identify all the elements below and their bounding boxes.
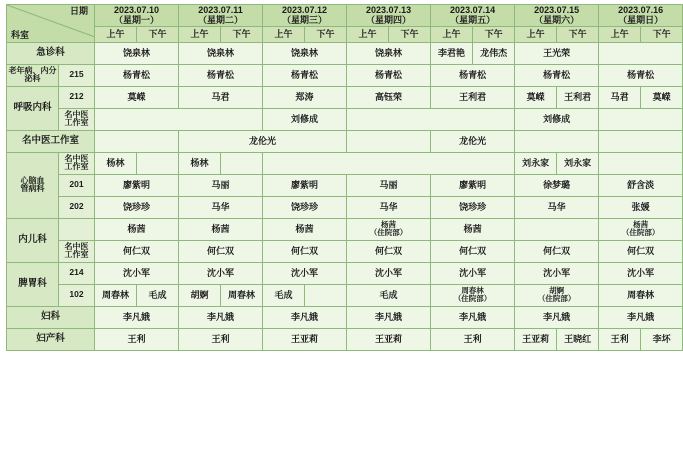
shift-cell [599,42,683,64]
table-row [7,196,683,218]
shift-cell: 舒含淡 [599,174,683,196]
shift-cell [599,218,683,240]
shift-cell: 马华 [179,196,263,218]
room-label: 212 [59,86,95,108]
shift-cell: 李凡娥 [515,306,599,328]
shift-cell: 杨茜 [179,218,263,240]
shift-cell: 杨茜 [95,218,179,240]
ampm-pm-1: 下午 [137,26,179,42]
shift-cell: 李君艳 [431,42,473,64]
room-label-line1: 名中医 [64,241,89,251]
table-row [7,306,683,328]
shift-cell: 莫嵘 [95,86,179,108]
room-label-line1: 名中医 [64,109,89,119]
shift-cell: 李凡娥 [599,306,683,328]
shift-cell: 徐梦璐 [515,174,599,196]
dept-label-line1: 心脑血 [20,175,45,185]
date-line2-2: （星期二） [198,15,244,26]
shift-cell: 郑涛 [263,86,347,108]
ampm-am-2: 上午 [179,26,221,42]
date-line2-4: （星期四） [366,15,412,26]
shift-cell: 龙伟杰 [473,42,515,64]
dept-label: 妇产科 [7,328,95,350]
date-header-7 [599,5,683,27]
shift-note: （住院部） [621,228,660,238]
ampm-pm-5: 下午 [473,26,515,42]
shift-cell [599,130,683,152]
shift-cell [347,130,431,152]
date-header-1 [95,5,179,27]
shift-cell: 杨青松 [179,64,263,86]
shift-cell: 沈小军 [179,262,263,284]
shift-cell: 饶珍珍 [431,196,515,218]
shift-cell: 马君 [599,86,641,108]
room-label [59,218,95,240]
dept-label-line2: 管病科 [20,184,45,194]
ampm-am-4: 上午 [347,26,389,42]
dept-label [7,152,59,218]
shift-cell: 何仁双 [599,240,683,262]
shift-cell: 饶珍珍 [95,196,179,218]
dept-label: 急诊科 [7,42,95,64]
shift-cell: 龙伦光 [179,130,347,152]
ampm-am-3: 上午 [263,26,305,42]
shift-cell [515,130,599,152]
shift-cell: 饶泉林 [179,42,263,64]
shift-cell [305,284,347,306]
shift-cell: 沈小军 [431,262,515,284]
date-header-4 [347,5,431,27]
shift-cell [515,284,599,306]
shift-cell [95,108,263,130]
room-label-line2: 工作室 [64,162,89,172]
shift-note: （住院部） [369,228,408,238]
shift-cell: 杨茜 [431,218,515,240]
shift-cell: 李凡娥 [263,306,347,328]
shift-cell: 沈小军 [515,262,599,284]
shift-cell: 李凡娥 [347,306,431,328]
shift-cell: 王亚莉 [347,328,431,350]
shift-cell: 王光荣 [515,42,599,64]
shift-cell: 莫嵘 [641,86,683,108]
shift-cell [221,152,263,174]
shift-cell: 王利 [179,328,263,350]
shift-name: 杨茜 [381,219,397,229]
table-row [7,108,683,130]
shift-cell: 马君 [179,86,263,108]
shift-cell: 刘永家 [557,152,599,174]
shift-note: （住院部） [537,294,576,304]
room-label: 214 [59,262,95,284]
shift-cell: 杨茜 [263,218,347,240]
date-line2-7: （星期日） [618,15,664,26]
dept-label: 内儿科 [7,218,59,262]
date-header-6 [515,5,599,27]
room-label [59,240,95,262]
shift-cell: 马华 [515,196,599,218]
shift-cell [137,152,179,174]
schedule-table [6,4,683,351]
date-header-3 [263,5,347,27]
shift-cell [347,108,515,130]
shift-cell: 龙伦光 [431,130,515,152]
date-line1-1: 2023.07.10 [113,5,160,15]
table-row [7,240,683,262]
shift-cell: 何仁双 [515,240,599,262]
shift-cell: 杨青松 [347,64,431,86]
table-row [7,262,683,284]
shift-cell: 马华 [347,196,431,218]
dept-label: 脾胃科 [7,262,59,306]
shift-cell: 杨林 [95,152,137,174]
room-label-line2: 工作室 [64,250,89,260]
room-label: 102 [59,284,95,306]
ampm-pm-3: 下午 [305,26,347,42]
shift-cell: 周春林 [599,284,683,306]
corner-header [7,5,95,43]
dept-label: 老年病、内分泌科 [7,64,59,86]
dept-label: 妇科 [7,306,95,328]
shift-cell [599,152,683,174]
shift-cell [431,284,515,306]
date-line1-2: 2023.07.11 [198,5,243,15]
shift-cell: 毛成 [347,284,431,306]
table-row [7,64,683,86]
shift-cell [263,152,515,174]
shift-note: （住院部） [453,294,492,304]
ampm-am-7: 上午 [599,26,641,42]
corner-label-dept: 科室 [11,30,30,41]
shift-cell: 饶珍珍 [263,196,347,218]
ampm-pm-4: 下午 [389,26,431,42]
shift-cell: 王利君 [431,86,515,108]
date-line1-3: 2023.07.12 [282,5,328,15]
shift-cell: 胡婀 [179,284,221,306]
shift-cell: 廖紫明 [95,174,179,196]
shift-cell: 何仁双 [431,240,515,262]
date-line1-7: 2023.07.16 [618,5,664,15]
shift-cell [347,218,431,240]
shift-cell: 廖紫明 [263,174,347,196]
shift-cell: 刘修成 [515,108,599,130]
table-row [7,152,683,174]
ampm-pm-2: 下午 [221,26,263,42]
shift-cell: 饶泉林 [263,42,347,64]
shift-cell: 马丽 [347,174,431,196]
shift-cell: 杨青松 [599,64,683,86]
shift-cell: 沈小军 [263,262,347,284]
table-row [7,328,683,350]
shift-cell: 周春林 [221,284,263,306]
shift-cell: 王利 [95,328,179,350]
shift-cell: 饶泉林 [347,42,431,64]
table-row [7,130,683,152]
shift-cell [515,218,599,240]
date-line1-6: 2023.07.15 [534,5,580,15]
shift-cell: 沈小军 [95,262,179,284]
shift-cell: 何仁双 [263,240,347,262]
corner-label-date: 日期 [69,6,88,16]
date-line1-5: 2023.07.14 [450,5,496,15]
shift-cell: 王利 [431,328,515,350]
shift-cell: 王亚莉 [263,328,347,350]
shift-cell: 杨青松 [515,64,599,86]
room-label: 215 [59,64,95,86]
shift-cell: 毛成 [137,284,179,306]
date-line2-1: （星期一） [114,15,160,26]
room-label [59,108,95,130]
shift-name: 周春林 [461,285,484,295]
shift-cell: 王利 [599,328,641,350]
shift-cell: 李坏 [641,328,683,350]
shift-cell: 高钰荣 [347,86,431,108]
shift-name: 杨茜 [633,219,649,229]
shift-cell: 王利君 [557,86,599,108]
date-header-2 [179,5,263,27]
shift-cell: 杨林 [179,152,221,174]
table-row [7,218,683,240]
shift-cell: 莫嵘 [515,86,557,108]
ampm-am-1: 上午 [95,26,137,42]
shift-cell: 刘永家 [515,152,557,174]
shift-cell: 饶泉林 [95,42,179,64]
shift-cell: 杨青松 [263,64,347,86]
table-row [7,174,683,196]
shift-cell: 李凡娥 [95,306,179,328]
ampm-pm-7: 下午 [641,26,683,42]
table-row [7,284,683,306]
ampm-am-5: 上午 [431,26,473,42]
table-row [7,86,683,108]
shift-cell: 何仁双 [179,240,263,262]
shift-name: 胡婀 [549,285,565,295]
ampm-am-6: 上午 [515,26,557,42]
room-label [59,152,95,174]
shift-cell: 李凡娥 [179,306,263,328]
dept-label: 呼吸内科 [7,86,59,130]
shift-cell: 毛成 [263,284,305,306]
shift-cell: 马丽 [179,174,263,196]
room-label-line2: 工作室 [64,118,89,128]
shift-cell [95,130,179,152]
room-label-line1: 名中医 [64,153,89,163]
date-header-5 [431,5,515,27]
date-line2-3: （星期三） [282,15,328,26]
shift-cell: 王晓红 [557,328,599,350]
shift-cell: 何仁双 [95,240,179,262]
date-line1-4: 2023.07.13 [366,5,412,15]
room-label: 201 [59,174,95,196]
date-line2-5: （星期五） [450,15,496,26]
date-line2-6: （星期六） [534,15,580,26]
ampm-pm-6: 下午 [557,26,599,42]
shift-cell: 王亚莉 [515,328,557,350]
shift-cell: 沈小军 [599,262,683,284]
shift-cell: 何仁双 [347,240,431,262]
shift-cell: 刘修成 [263,108,347,130]
shift-cell: 沈小军 [347,262,431,284]
shift-cell: 廖紫明 [431,174,515,196]
shift-cell: 杨青松 [431,64,515,86]
shift-cell [599,108,683,130]
dept-label: 名中医工作室 [7,130,95,152]
shift-cell: 张媛 [599,196,683,218]
shift-cell: 周春林 [95,284,137,306]
shift-cell: 李凡娥 [431,306,515,328]
shift-cell: 杨青松 [95,64,179,86]
room-label: 202 [59,196,95,218]
table-row [7,42,683,64]
